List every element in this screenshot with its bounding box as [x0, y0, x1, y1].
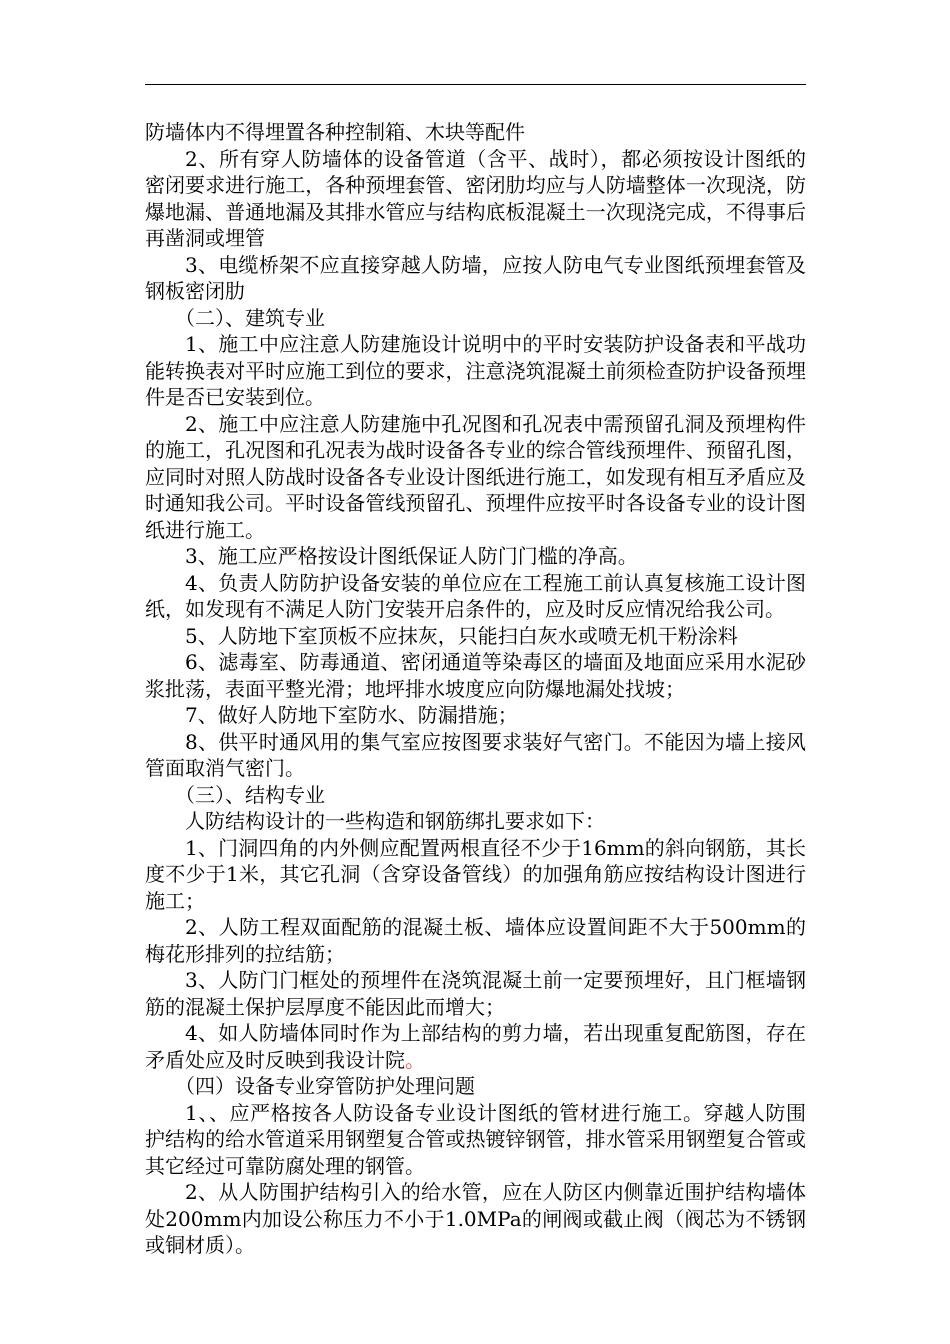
- paragraph: 1、施工中应注意人防建施设计说明中的平时安装防护设备表和平战功能转换表对平时应施工到位的要求，注意浇筑混凝土前须检查防护设备预埋件是否已安装到位。: [145, 332, 806, 409]
- paragraph: 2、施工中应注意人防建施中孔况图和孔况表中需预留孔洞及预埋构件的施工，孔况图和孔况表为战时设备各专业的综合管线预埋件、预留孔图，应同时对照人防战时设备各专业设计图纸进行施工，如发现有相互矛盾应及时通知我公司。平时设备管线预留孔、预埋件应按平时各设备专业的设计图纸进行施工。: [145, 411, 806, 542]
- section-heading: （三）、结构专业: [175, 782, 325, 807]
- section-heading: （四）设备专业穿管防护处理问题: [175, 1074, 475, 1098]
- paragraph-text: 4、如人防墙体同时作为上部结构的剪力墙，若出现重复配筋图，存在矛盾处应及时反映到我设计院: [145, 1021, 806, 1072]
- paragraph: 2、人防工程双面配筋的混凝土板、墙体应设置间距不大于500mm的梅花形排列的拉结筋；: [145, 915, 806, 966]
- paragraph: 3、施工应严格按设计图纸保证人防门门槛的净高。: [185, 544, 638, 568]
- paragraph: 5、人防地下室顶板不应抹灰，只能扫白灰水或喷无机干粉涂料: [185, 623, 738, 648]
- paragraph: 8、供平时通风用的集气室应按图要求装好气密门。不能因为墙上接风管面取消气密门。: [145, 729, 806, 780]
- paragraph: 2、从人防围护结构引入的给水管，应在人防区内侧靠近围护结构墙体处200mm内加设公称压力不小于1.0MPa的闸阀或截止阀（阀芯为不锈钢或铜材质）。: [145, 1180, 806, 1257]
- section-heading: （二）、建筑专业: [175, 305, 325, 330]
- paragraph: 7、做好人防地下室防水、防漏措施；: [185, 703, 518, 727]
- paragraph: 人防结构设计的一些构造和钢筋绑扎要求如下：: [185, 809, 605, 833]
- paragraph: 2、所有穿人防墙体的设备管道（含平、战时），都必须按设计图纸的密闭要求进行施工，各种预埋套管、密闭肋均应与人防墙整体一次现浇，防爆地漏、普通地漏及其排水管应与结构底板混凝土一次现浇完成，不得事后再凿洞或埋管: [145, 146, 806, 250]
- paragraph: 1、、应严格按各人防设备专业设计图纸的管材进行施工。穿越人防围护结构的给水管道采用钢塑复合管或热镀锌钢管，排水管采用钢塑复合管或其它经过可靠防腐处理的钢管。: [145, 1100, 806, 1178]
- paragraph: 3、人防门门框处的预埋件在浇筑混凝土前一定要预埋好，且门框墙钢筋的混凝土保护层厚度不能因此而增大；: [145, 968, 806, 1019]
- paragraph: 6、滤毒室、防毒通道、密闭通道等染毒区的墙面及地面应采用水泥砂浆批荡，表面平整光滑；地坪排水坡度应向防爆地漏处找坡；: [145, 650, 806, 701]
- red-period: 。: [405, 1047, 425, 1072]
- document-body: [145, 119, 806, 1259]
- paragraph: 4、负责人防防护设备安装的单位应在工程施工前认真复核施工设计图纸，如发现有不满足人防门安装开启条件的，应及时反应情况给我公司。: [145, 570, 806, 621]
- paragraph: [145, 1020, 806, 1073]
- paragraph: 防墙体内不得埋置各种控制箱、木块等配件: [145, 120, 525, 144]
- header-rule: [145, 84, 806, 85]
- paragraph: 3、电缆桥架不应直接穿越人防墙，应按人防电气专业图纸预埋套管及钢板密闭肋: [145, 252, 806, 303]
- paragraph: 1、门洞四角的内外侧应配置两根直径不少于16mm的斜向钢筋，其长度不少于1米，其它孔洞（含穿设备管线）的加强角筋应按结构设计图进行施工；: [145, 835, 806, 913]
